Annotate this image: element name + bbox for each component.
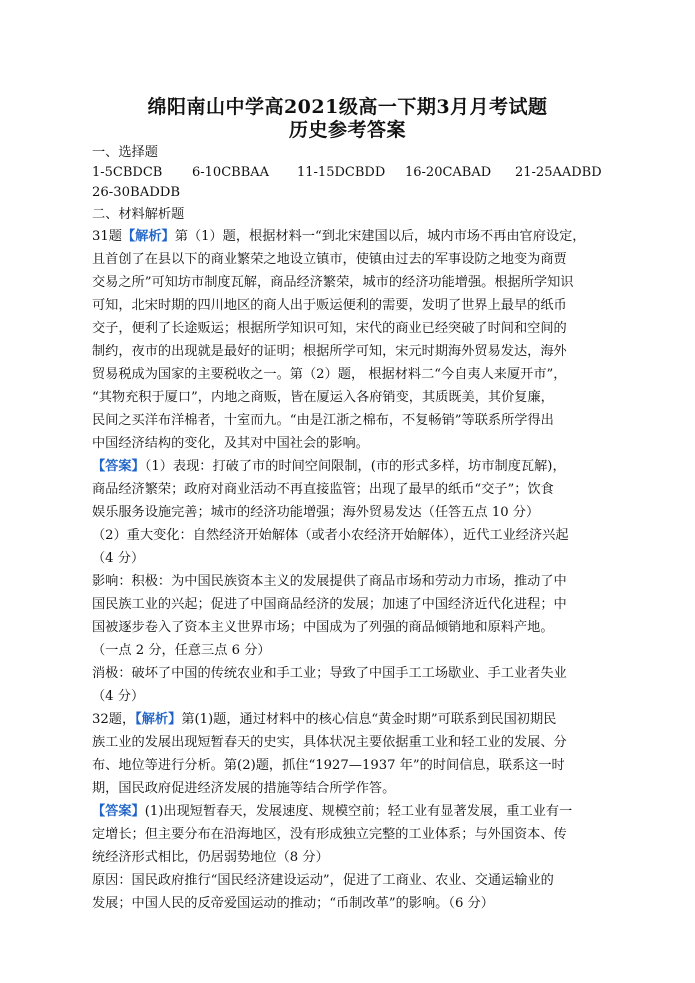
q31-analysis-line: 贸易税成为国家的主要税收之一。第（2）题， 根据材料二“今自夷人来厦开市”，: [92, 367, 567, 382]
mc-group: 26-30BADDB: [92, 185, 181, 200]
q31-analysis-line: 交子，便利了长途贩运；根据所学知识可知，宋代的商业已经突破了时间和空间的: [92, 321, 567, 336]
q32-answer-line: 定增长；但主要分布在沿海地区，没有形成独立完整的工业体系；与外国资本、传: [92, 827, 567, 842]
exam-subtitle: 历史参考答案: [288, 119, 406, 141]
q31-analysis-line: 民间之买洋布洋棉者，十室而九。“由是江浙之棉布，不复畅销”等联系所学得出: [92, 413, 554, 428]
mc-group: 1-5CBDCB: [92, 165, 163, 180]
q31-answer-line: 娱乐服务设施完善；城市的经济功能增强；海外贸易发达（任答五点 10 分）: [92, 505, 540, 520]
q32-answer-line-1: 【答案】(1)出现短暂春天，发展速度、规模空前；轻工业有显著发展，重工业有一: [92, 804, 573, 819]
mc-group: 21-25AADBD: [515, 165, 602, 180]
q32-analysis-line: 布、地位等进行分析。第(2)题，抓住“1927—1937 年”的时间信息，联系这一时: [92, 758, 565, 773]
answer-tag: 【答案】: [92, 804, 145, 819]
section-heading-material: 二、材料解析题: [92, 207, 185, 222]
q31-answer-line: （2）重大变化：自然经济开始解体（或者小农经济开始解体），近代工业经济兴起: [92, 528, 569, 543]
q32-analysis-line-1: 32题，【解析】第(1)题，通过材料中的核心信息“黄金时期”可联系到民国初期民: [92, 712, 557, 727]
mc-group: 16-20CABAD: [405, 165, 492, 180]
q31-answer-line-1: 【答案】（1）表现：打破了市的时间空间限制，(市的形式多样，坊市制度瓦解)，: [92, 459, 566, 474]
section-heading-choice: 一、选择题: [92, 145, 158, 160]
q31-analysis-line-1: 31题【解析】第（1）题，根据材料一“到北宋建国以后，城内市场不再由官府设定，: [92, 229, 586, 244]
q31-answer-line: （4 分）: [92, 551, 145, 566]
q31-answer-line: 影响：积极：为中国民族资本主义的发展提供了商品市场和劳动力市场，推动了中: [92, 574, 567, 589]
q31-answer-line: 国民族工业的兴起；促进了中国商品经济的发展；加速了中国经济近代化进程；中: [92, 597, 567, 612]
q31-analysis-line: 交易之所”可知坊市制度瓦解，商品经济繁荣，城市的经济功能增强。根据所学知识: [92, 275, 574, 290]
analysis-tag: 【解析】: [135, 712, 182, 727]
q31-analysis-line: 制约，夜市的出现就是最好的证明；根据所学可知，宋元时期海外贸易发达，海外: [92, 344, 567, 359]
analysis-tag: 【解析】: [121, 229, 175, 244]
question-number: 32题，: [92, 712, 136, 727]
q32-analysis-line: 族工业的发展出现短暂春天的史实，具体状况主要依据重工业和轻工业的发展、分: [92, 735, 567, 750]
q31-answer-line: （一点 2 分，任意三点 6 分）: [92, 643, 271, 658]
q31-analysis-line: 可知，北宋时期的四川地区的商人出于贩运便利的需要，发明了世界上最早的纸币: [92, 298, 567, 313]
q32-answer-line: 统经济形式相比，仍居弱势地位（8 分）: [92, 850, 329, 865]
mc-group: 11-15DCBDD: [297, 165, 386, 180]
mc-group: 6-10CBBAA: [192, 165, 270, 180]
q32-analysis-line: 期，国民政府促进经济发展的措施等结合所学作答。: [92, 781, 396, 796]
q32-answer-line: 原因：国民政府推行“国民经济建设运动”，促进了工商业、农业、交通运输业的: [92, 873, 554, 888]
q31-answer-line: 商品经济繁荣；政府对商业活动不再直接监管；出现了最早的纸币“交子”；饮食: [92, 482, 554, 497]
q31-answer-line: 消极：破坏了中国的传统农业和手工业；导致了中国手工工场歇业、手工业者失业: [92, 666, 567, 681]
q31-answer-line: （4 分）: [92, 689, 145, 704]
q31-analysis-line: “其物充积于厦口”，内地之商贩，皆在厦运入各府销变，其质既美，其价复廉，: [92, 390, 554, 405]
q32-answer-line: 发展；中国人民的反帝爱国运动的推动；“币制改革”的影响。（6 分）: [92, 896, 494, 911]
exam-title: 绵阳南山中学高2021级高一下期3月月考试题: [147, 96, 548, 118]
q31-analysis-line: 且首创了在县以下的商业繁荣之地设立镇市，使镇由过去的军事设防之地变为商贾: [92, 252, 567, 267]
answer-tag: 【答案】: [92, 459, 145, 474]
q31-analysis-line: 中国经济结构的变化，及其对中国社会的影响。: [92, 436, 369, 451]
q31-answer-line: 国被逐步卷入了资本主义世界市场；中国成为了列强的商品倾销地和原料产地。: [92, 620, 554, 635]
question-number: 31题: [92, 229, 122, 244]
